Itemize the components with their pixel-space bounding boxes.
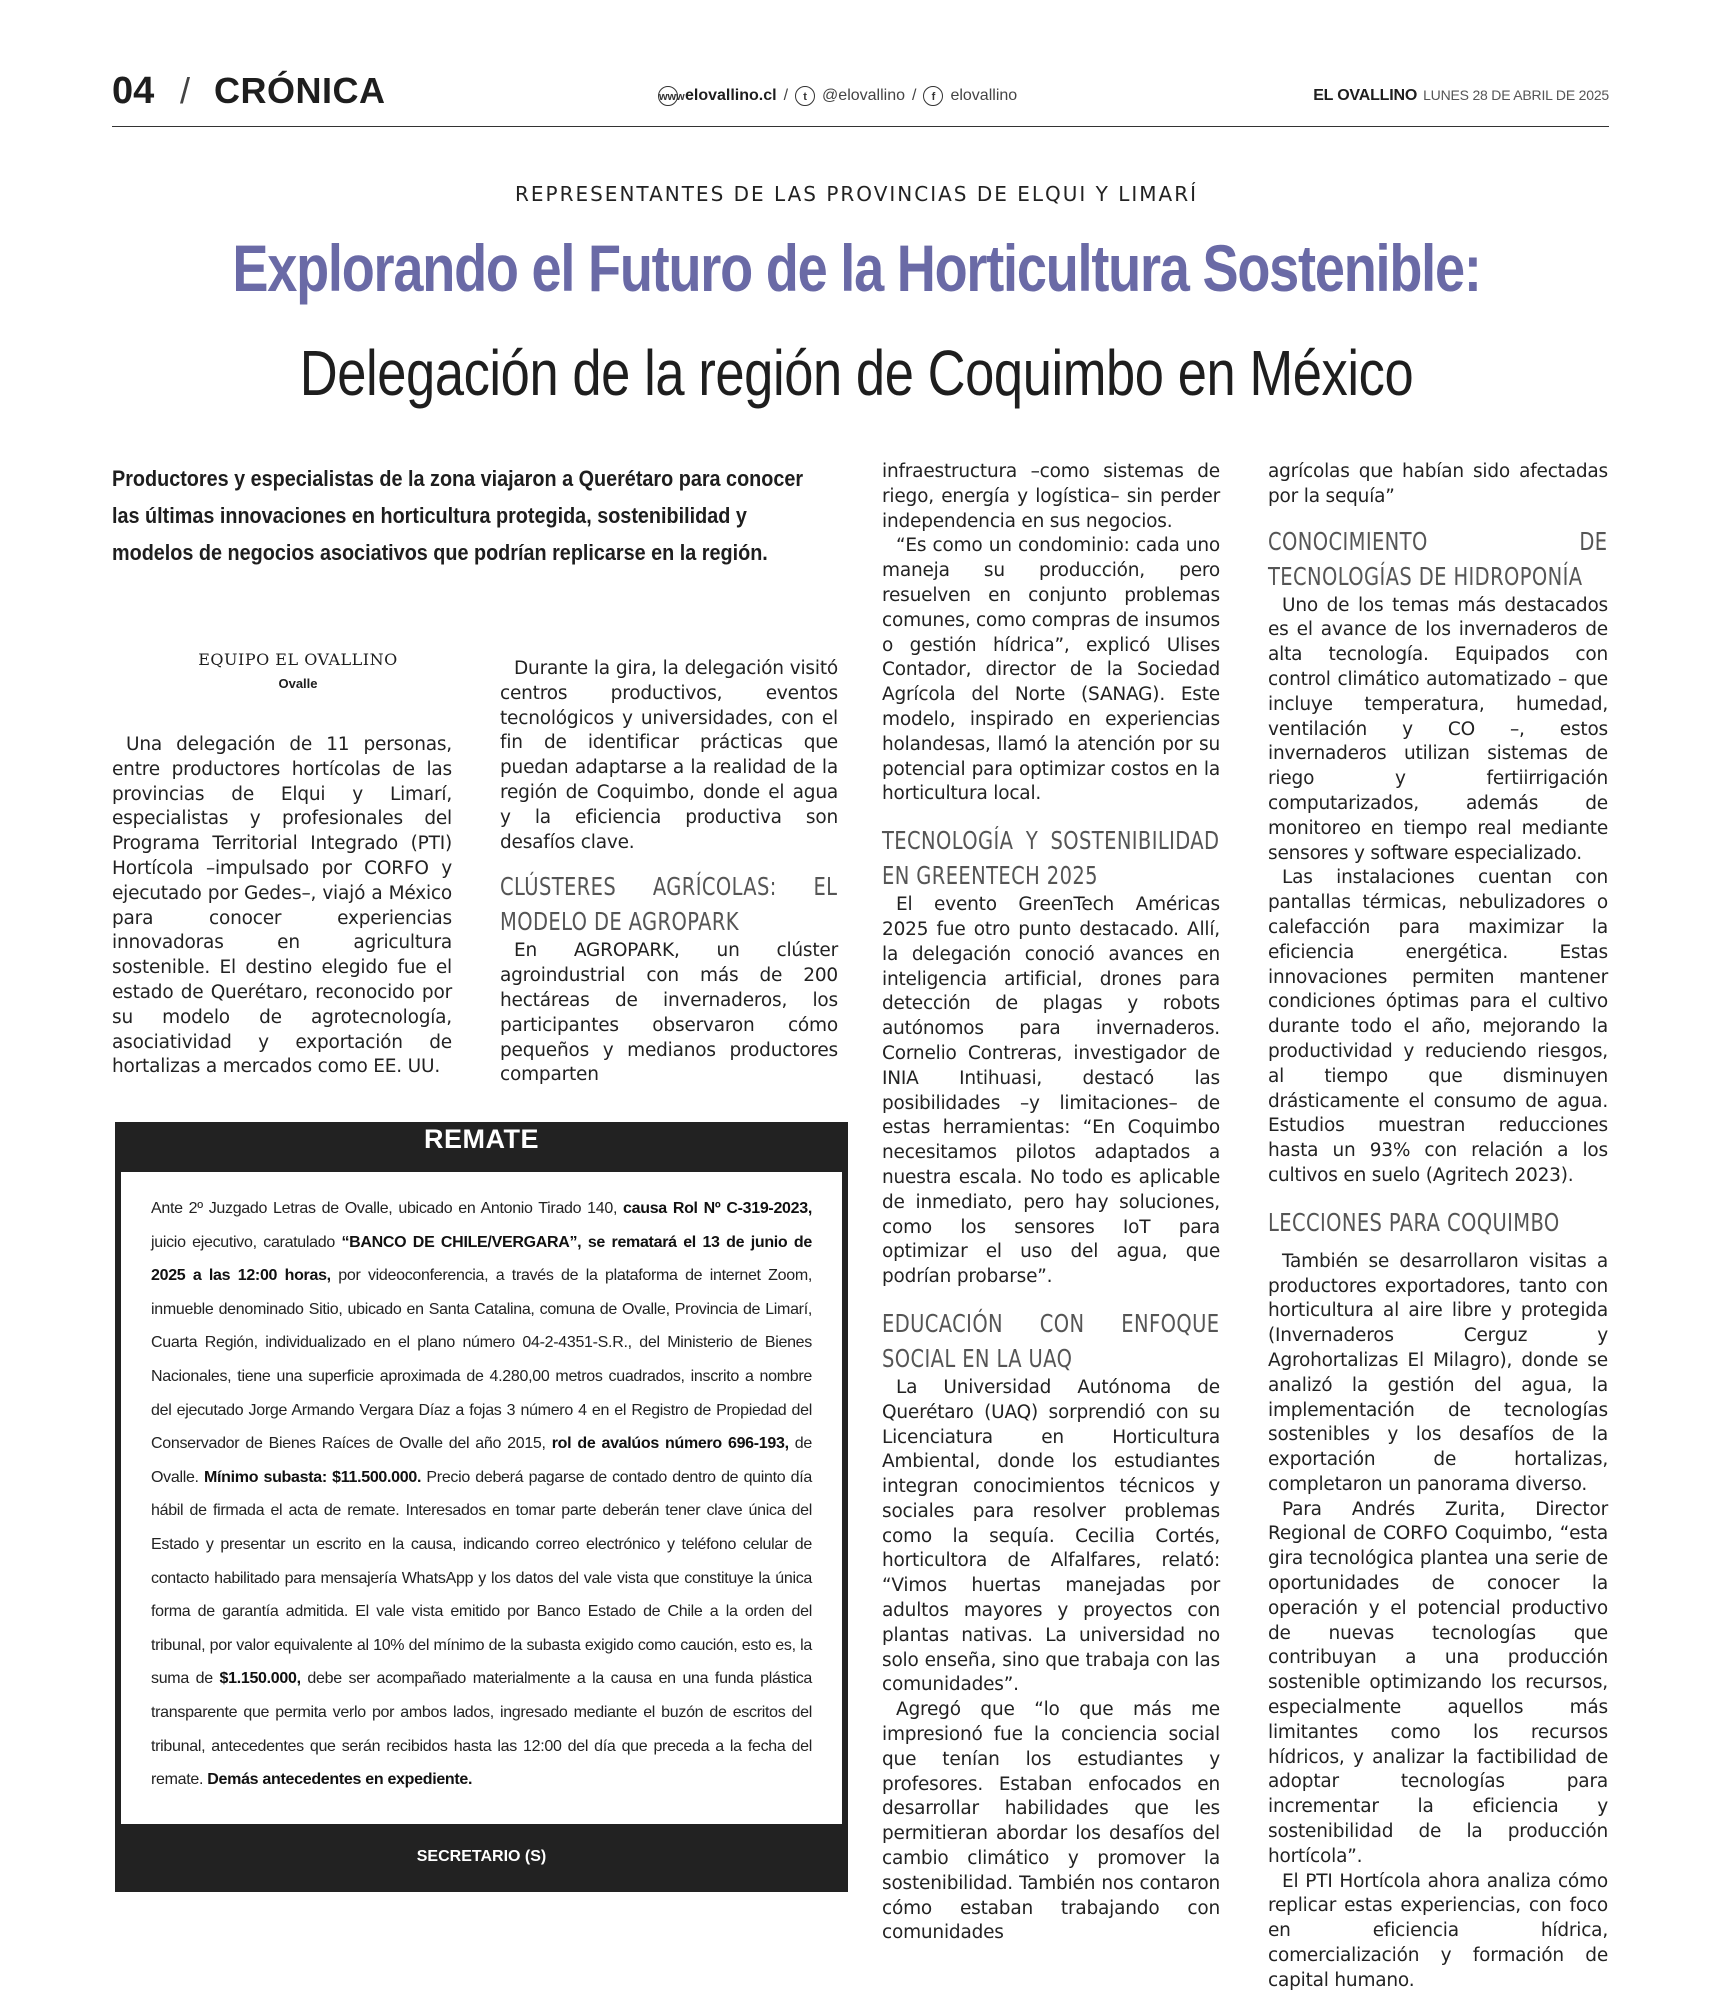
remate-text: Ante 2º Juzgado Letras de Ovalle, ubicado en Antonio Tirado 140, [151, 1200, 624, 1217]
column-2 [500, 657, 838, 1088]
remate-bold: causa Rol Nº C-319-2023, [623, 1200, 812, 1217]
remate-bold: “BANCO DE CHILE/VERGARA”, se rematará el 13 de junio de 2025 a las 12:00 horas, [151, 1233, 812, 1285]
facebook-icon: f [923, 86, 943, 106]
paragraph: Para Andrés Zurita, Director Regional de CORFO Coquimbo, “esta gira tecnológica plantea una serie de oportunidades de conocer la operación y el potencial productivo de nuevas tecnologías que contribuyan a una producción sostenible optimizando los recursos, especialmente aquellos más limitantes como los recursos hídricos, y analizar la factibilidad de adoptar tecnologías para incrementar la eficiencia y sostenibilidad de la producción hortícola”. [1268, 1498, 1608, 1867]
subhead: EDUCACIÓN CON ENFOQUE SOCIAL EN LA UAQ [882, 1308, 1220, 1373]
paragraph: agrícolas que habían sido afectadas por la sequía” [1268, 461, 1608, 507]
website-link[interactable]: elovallino.cl [685, 87, 777, 104]
paragraph: Durante la gira, la delegación visitó centros productivos, eventos tecnológicos y universidades, con el fin de identificar prácticas que puedan adaptarse a la realidad de la región de Coquimbo, donde el agua y la eficiencia productiva son desafíos clave. [500, 658, 838, 853]
paragraph: “Es como un condominio: cada uno maneja su producción, pero resuelven en conjunto problemas comunes, como compras de insumos o gestión hídrica”, explicó Ulises Contador, director de la Sociedad Agrícola del Norte (SANAG). Este modelo, inspirado en experiencias holandesas, llamó la atención por su potencial para optimizar costos en la horticultura local. [882, 535, 1220, 805]
section-name: CRÓNICA [214, 70, 386, 111]
remate-bold: $1.150.000, [219, 1670, 301, 1688]
web-icon: www [658, 86, 678, 106]
remate-text: por videoconferencia, a través de la plataforma de internet Zoom, inmueble denominado Sitio, ubicado en Santa Catalina, comuna de Ovalle, Provincia de Limarí, Cuarta Región, individualizado en el plano número 04-2-4351-S.R., del Ministerio de Bienes Nacionales, tiene una superficie aproximada de 4.280,00 metros cuadrados, inscrito a nombre del ejecutado Jorge Armando Vergara Díaz a fojas 3 número 4 en el Registro de Propiedad del Conservador de Bienes Raíces de Ovalle del año 2015, [151, 1267, 812, 1453]
facebook-handle[interactable]: elovallino [950, 87, 1018, 104]
paragraph: En AGROPARK, un clúster agroindustrial con más de 200 hectáreas de invernaderos, los participantes observaron cómo pequeños y medianos productores comparten [500, 940, 838, 1086]
paragraph: Agregó que “lo que más me impresionó fue la conciencia social que tenían los estudiantes y profesores. Estaban enfocados en desarrollar habilidades que les permitieran abordar los desafíos del cambio climático y promover la sostenibilidad. También nos contaron cómo estaban trabajando con comunidades [882, 1699, 1220, 1944]
paragraph: Una delegación de 11 personas, entre productores hortícolas de las provincias de Elqui y Limarí, especialistas y profesionales del Programa Territorial Integrado (PTI) Hortícola –impulsado por CORFO y ejecutado por Gedes–, viajó a México para conocer experiencias innovadoras en agricultura sostenible. El destino elegido fue el estado de Querétaro, reconocido por su modelo de agrotecnología, asociatividad y exportación de hortalizas a mercados como EE. UU. [112, 734, 452, 1078]
separator: / [783, 87, 789, 104]
header-slash: / [180, 70, 191, 111]
paragraph: También se desarrollaron visitas a productores exportadores, tanto con horticultura al aire libre y protegida (Invernaderos Cerguz y Agrohortalizas El Milagro), donde se analizó la gestión del agua, la implementación de tecnologías sostenibles y los desafíos de la exportación de hortalizas, completaron un panorama diverso. [1268, 1250, 1608, 1495]
twitter-handle[interactable]: @elovallino [822, 87, 905, 104]
article-lead: Productores y especialistas de la zona viajaron a Querétaro para conocer las últimas innovaciones en horticultura protegida, sostenibilidad y modelos de negocios asociativos que podrían replicarse en la región. [112, 466, 804, 565]
remate-text: de Ovalle. [151, 1435, 812, 1486]
remate-title: REMATE [424, 1124, 539, 1154]
remate-text: Precio deberá pagarse de contado dentro de quinto día hábil de firmada el acta de remate. Interesados en tomar parte deberán tener clave única del Estado y presentar un escrito en la causa, indicando correo electrónico y teléfono celular de contacto habilitado para mensajería WhatsApp y los datos del vale vista que constituye la única forma de garantía admitida. El vale vista emitido por Banco Estado de Chile a la orden del tribunal, por valor equivalente al 10% del mínimo de la subasta exigido como caución, esto es, la suma de [151, 1468, 812, 1688]
byline: EQUIPO EL OVALLINO [198, 650, 398, 669]
subhead: CLÚSTERES AGRÍCOLAS: EL MODELO DE AGROPARK [500, 872, 838, 937]
publication-date: LUNES 28 DE ABRIL DE 2025 [1423, 87, 1609, 103]
header-divider [112, 126, 1609, 127]
paragraph: El evento GreenTech Américas 2025 fue otro punto destacado. Allí, la delegación conoció avances en inteligencia artificial, drones para detección de plagas y robots autónomos para invernaderos. Cornelio Contreras, investigador de INIA Intihuasi, destacó las posibilidades –y limitaciones– de estas herramientas: “En Coquimbo necesitamos pilotos adaptados a nuestra escala. No todo es aplicable de inmediato, pero hay soluciones, como los sensores IoT para optimizar el uso del agua, que podrían probarse”. [882, 894, 1220, 1288]
twitter-icon: t [795, 86, 815, 106]
column-1 [112, 733, 452, 1080]
paragraph: Uno de los temas más destacados es el avance de los invernaderos de alta tecnología. Equipados con control climático automatizado – que incluye temperatura, humedad, ventilación y CO –, estos invernaderos utilizan sistemas de riego y fertiirrigación computarizados, además de monitoreo en tiempo real mediante sensores y software especializado. [1268, 594, 1608, 864]
column-3 [882, 460, 1220, 1946]
paragraph: La Universidad Autónoma de Querétaro (UAQ) sorprendió con su Licenciatura en Horticultura Ambiental, donde los estudiantes integran conocimientos técnicos y sociales para resolver problemas como la sequía. Cecilia Cortés, horticultora de Alfalfares, relató: “Vimos huertas manejadas por adultos mayores y proyectos con plantas nativas. La universidad no solo enseña, sino que trabaja con las comunidades”. [882, 1376, 1220, 1696]
article-title: Explorando el Futuro de la Horticultura Sostenible: [232, 231, 1481, 305]
remate-bold: rol de avalúos número 696-193, [551, 1435, 789, 1453]
publication-name: EL OVALLINO [1313, 87, 1418, 104]
subhead: LECCIONES PARA COQUIMBO [1268, 1207, 1560, 1237]
page-number: 04 [112, 70, 155, 112]
remate-bold: Mínimo subasta: $11.500.000. [204, 1468, 422, 1486]
article-kicker: REPRESENTANTES DE LAS PROVINCIAS DE ELQUI Y LIMARÍ [514, 182, 1198, 206]
column-4 [1268, 460, 1608, 1994]
byline-location: Ovalle [278, 676, 318, 691]
remate-text: debe ser acompañado materialmente a la causa en una funda plástica transparente que permita verlo por ambos lados, ingresado mediante el buzón de escritos del tribunal, antecedentes que serán recibidos hasta las 12:00 del día que preceda a la fecha del remate. [151, 1670, 812, 1789]
subhead: TECNOLOGÍA Y SOSTENIBILIDAD EN GREENTECH 2025 [882, 826, 1220, 891]
paragraph: El PTI Hortícola ahora analiza cómo replicar estas experiencias, con foco en eficiencia hídrica, comercialización y formación de capital humano. [1268, 1870, 1608, 1991]
social-links [658, 86, 1017, 106]
paragraph: Las instalaciones cuentan con pantallas térmicas, nebulizadores o calefacción para maximizar la eficiencia energética. Estas innovaciones permiten mantener condiciones óptimas para el cultivo durante todo el año, mejorando la productividad y reduciendo riesgos, al tiempo que disminuyen drásticamente el consumo de agua. Estudios muestran reducciones hasta un 93% con relación a los cultivos en suelo (Agritech 2023). [1268, 867, 1608, 1186]
remate-bold: Demás antecedentes en expediente. [207, 1771, 473, 1789]
remate-footer: SECRETARIO (S) [416, 1848, 547, 1865]
remate-text: juicio ejecutivo, caratulado [151, 1233, 342, 1251]
separator: / [912, 87, 917, 104]
paragraph: infraestructura –como sistemas de riego, energía y logística– sin perder independencia en sus negocios. [882, 461, 1220, 532]
article-subtitle: Delegación de la región de Coquimbo en México [299, 337, 1414, 409]
subhead: CONOCIMIENTO DE TECNOLOGÍAS DE HIDROPONÍA [1268, 526, 1608, 591]
publication-info [1313, 87, 1609, 105]
remate-body [121, 1172, 842, 1824]
